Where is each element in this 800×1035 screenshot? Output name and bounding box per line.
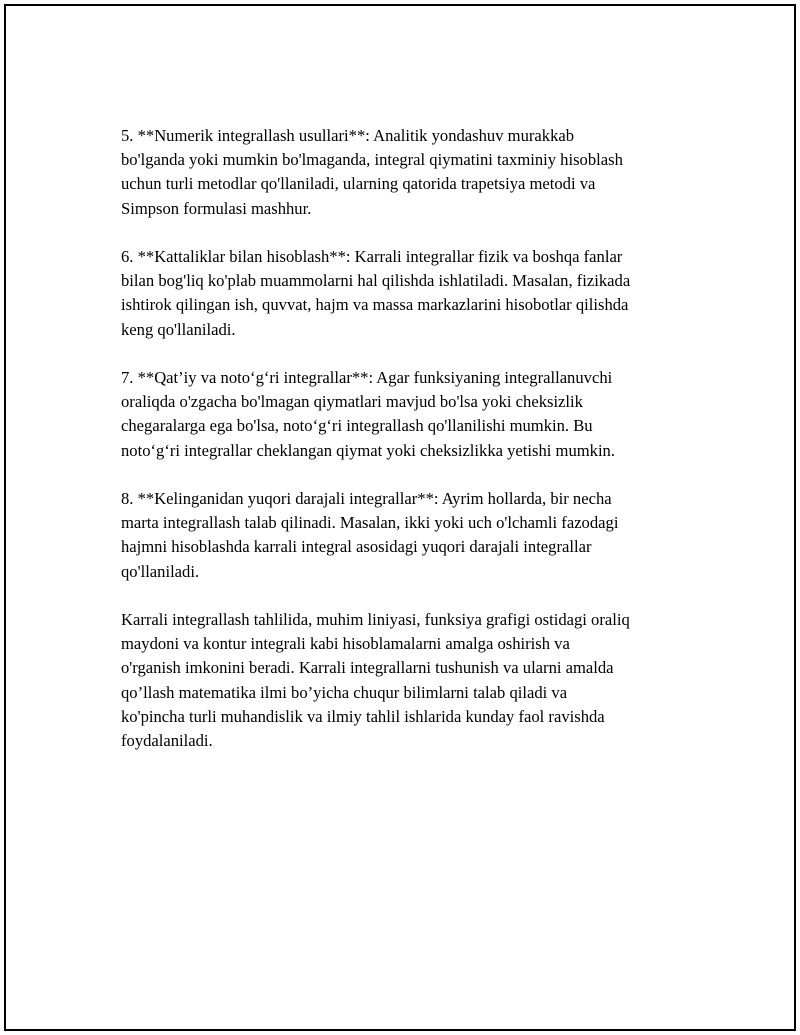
paragraph-higher-order-integrals: 8. **Kelinganidan yuqori darajali integrallar**: Ayrim hollarda, bir necha marta integrallash talab qilinadi. Masalan, ikki yoki uch o'lchamli fazodagi hajmni hisoblashda karrali integral asosidagi yuqori darajali integrallar qo'llaniladi. xyxy=(121,489,619,581)
paragraph-conclusion: Karrali integrallash tahlilida, muhim liniyasi, funksiya grafigi ostidagi oraliq maydoni va kontur integrali kabi hisoblamalarni amalga oshirish va o'rganish imkonini beradi. Karrali integrallarni tushunish va ularni amalda qo’llash matematika ilmi bo’yicha chuqur bilimlarni talab qiladi va ko'pincha turli muhandislik va ilmiy tahlil ishlarida kunday faol ravishda foydalaniladi. xyxy=(121,610,630,751)
paragraph-numerical-integration: 5. **Numerik integrallash usullari**: Analitik yondashuv murakkab bo'lganda yoki mumkin bo'lmaganda, integral qiymatini taxminiy hisoblash uchun turli metodlar qo'llaniladi, ularning qatorida trapetsiya metodi va Simpson formulasi mashhur. xyxy=(121,126,623,218)
paragraph-improper-integrals: 7. **Qat’iy va noto‘g‘ri integrallar**: Agar funksiyaning integrallanuvchi oraliqda o'zgacha bo'lmagan qiymatlari mavjud bo'lsa yoki cheksizlik chegaralarga ega bo'lsa, noto‘g‘ri integrallash qo'llanilishi mumkin. Bu noto‘g‘ri integrallar cheklangan qiymat yoki cheksizlikka yetishi mumkin. xyxy=(121,368,615,460)
paragraph-quantity-calculation: 6. **Kattaliklar bilan hisoblash**: Karrali integrallar fizik va boshqa fanlar bilan bog'liq ko'plab muammolarni hal qilishda ishlatiladi. Masalan, fizikada ishtirok qilingan ish, quvvat, hajm va massa markazlarini hisobotlar qilishda keng qo'llaniladi. xyxy=(121,247,631,339)
page-frame xyxy=(4,4,796,1031)
document-body xyxy=(121,124,691,777)
